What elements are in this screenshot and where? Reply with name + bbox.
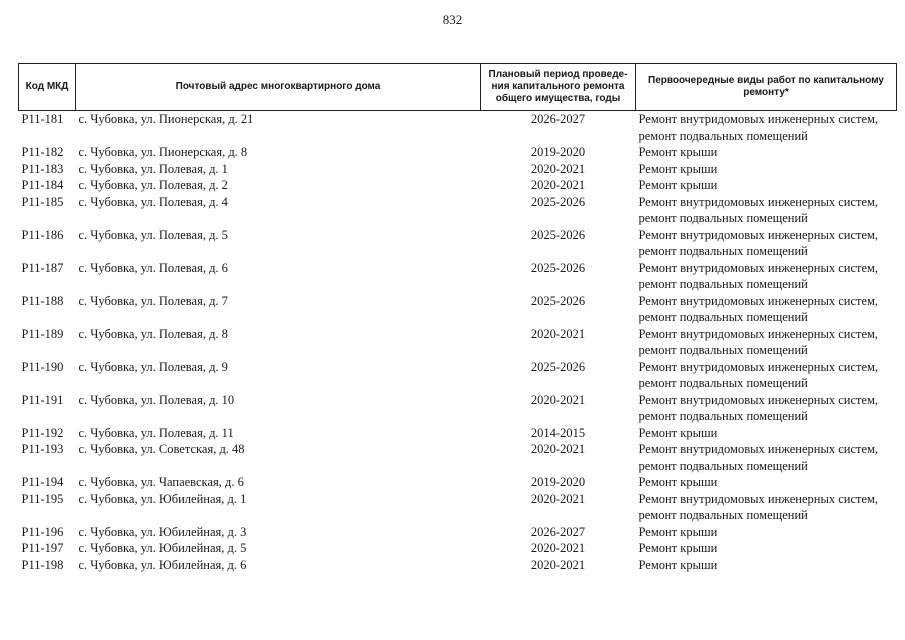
cell-period: 2025-2026 [530, 227, 586, 242]
cell-address: с. Чубовка, ул. Пионерская, д. 8 [78, 145, 248, 159]
table-row [19, 111, 897, 145]
cell-works [636, 474, 897, 491]
building-repair-table [18, 63, 897, 573]
cell-works [636, 425, 897, 442]
cell-works [636, 144, 897, 161]
cell-address: с. Чубовка, ул. Полевая, д. 4 [78, 194, 228, 209]
table-row [19, 326, 897, 359]
works-line: Ремонт крыши [638, 161, 718, 176]
column-header-period: Плановый период проведе-ния капитального ремонта общего имущества, годы [481, 64, 636, 111]
cell-works [636, 293, 897, 326]
cell-address: с. Чубовка, ул. Полевая, д. 1 [78, 161, 228, 176]
table-row [19, 194, 897, 227]
table-row [19, 260, 897, 293]
table-row [19, 227, 897, 260]
cell-code: Р11-194 [21, 475, 64, 489]
cell-works [636, 260, 897, 293]
works-line: ремонт подвальных помещений [638, 128, 808, 143]
table-row [19, 557, 897, 574]
cell-code: Р11-184 [21, 178, 64, 192]
cell-address: с. Чубовка, ул. Полевая, д. 9 [78, 359, 228, 374]
table-row [19, 491, 897, 524]
column-header-address: Почтовый адрес многоквартирного дома [76, 64, 481, 111]
table-row [19, 359, 897, 392]
cell-code: Р11-182 [21, 145, 64, 159]
cell-code: Р11-196 [21, 524, 64, 539]
cell-works [636, 491, 897, 524]
cell-works [636, 227, 897, 260]
cell-period: 2026-2027 [530, 524, 586, 539]
table-row [19, 441, 897, 474]
works-line: ремонт подвальных помещений [638, 343, 808, 357]
works-line: Ремонт крыши [638, 524, 718, 539]
cell-works [636, 111, 897, 145]
cell-address: с. Чубовка, ул. Полевая, д. 11 [78, 425, 234, 440]
cell-code: Р11-185 [21, 194, 64, 209]
cell-address: с. Чубовка, ул. Юбилейная, д. 1 [78, 491, 247, 506]
table-row [19, 144, 897, 161]
cell-works [636, 441, 897, 474]
cell-period: 2020-2021 [530, 541, 586, 555]
works-line: Ремонт внутридомовых инженерных систем, [638, 359, 879, 374]
cell-code: Р11-193 [21, 442, 64, 456]
cell-code: Р11-186 [21, 227, 64, 242]
cell-code: Р11-181 [21, 112, 64, 126]
works-line: ремонт подвальных помещений [638, 244, 808, 258]
cell-code: Р11-195 [21, 491, 64, 506]
works-line: ремонт подвальных помещений [638, 310, 808, 324]
cell-address: с. Чубовка, ул. Юбилейная, д. 3 [78, 524, 247, 539]
table-row [19, 425, 897, 442]
cell-period: 2020-2021 [530, 392, 586, 407]
table-row [19, 540, 897, 557]
cell-code: Р11-183 [21, 161, 64, 176]
works-line: Ремонт внутридомовых инженерных систем, [638, 227, 879, 242]
works-line: Ремонт внутридомовых инженерных систем, [638, 442, 879, 456]
works-line: Ремонт внутридомовых инженерных систем, [638, 112, 879, 126]
cell-works [636, 557, 897, 574]
works-line: ремонт подвальных помещений [638, 211, 808, 225]
cell-period: 2025-2026 [530, 359, 586, 374]
cell-period: 2026-2027 [530, 112, 586, 126]
works-line: Ремонт внутридомовых инженерных систем, [638, 260, 879, 275]
cell-code: Р11-189 [21, 326, 64, 341]
works-line: Ремонт внутридомовых инженерных систем, [638, 293, 879, 308]
works-line: Ремонт внутридомовых инженерных систем, [638, 194, 879, 209]
cell-works [636, 161, 897, 178]
cell-address: с. Чубовка, ул. Пионерская, д. 21 [78, 112, 254, 126]
cell-period: 2019-2020 [530, 145, 586, 159]
works-line: Ремонт крыши [638, 475, 718, 489]
cell-address: с. Чубовка, ул. Чапаевская, д. 6 [78, 475, 244, 489]
column-header-works: Первоочередные виды работ по капитальному ремонту* [636, 64, 897, 111]
works-line: Ремонт крыши [638, 557, 718, 572]
table-row [19, 293, 897, 326]
cell-code: Р11-187 [21, 260, 64, 275]
cell-works [636, 392, 897, 425]
cell-period: 2014-2015 [530, 425, 586, 440]
cell-code: Р11-190 [21, 359, 64, 374]
cell-works [636, 524, 897, 541]
cell-code: Р11-198 [21, 557, 64, 572]
table-row [19, 392, 897, 425]
table-body [19, 111, 897, 574]
cell-code: Р11-191 [21, 392, 64, 407]
cell-period: 2025-2026 [530, 293, 586, 308]
cell-works [636, 194, 897, 227]
works-line: ремонт подвальных помещений [638, 409, 808, 423]
cell-address: с. Чубовка, ул. Полевая, д. 5 [78, 227, 228, 242]
cell-code: Р11-188 [21, 293, 64, 308]
cell-works [636, 326, 897, 359]
cell-works [636, 540, 897, 557]
works-line: ремонт подвальных помещений [638, 508, 808, 522]
cell-period: 2020-2021 [530, 442, 586, 456]
page-number: 832 [442, 12, 463, 27]
cell-address: с. Чубовка, ул. Полевая, д. 7 [78, 293, 228, 308]
works-line: Ремонт внутридомовых инженерных систем, [638, 491, 879, 506]
table-row [19, 474, 897, 491]
works-line: Ремонт внутридомовых инженерных систем, [638, 326, 879, 341]
cell-code: Р11-197 [21, 541, 64, 555]
cell-period: 2020-2021 [530, 491, 586, 506]
table-header [19, 64, 897, 111]
cell-address: с. Чубовка, ул. Юбилейная, д. 5 [78, 541, 247, 555]
works-line: ремонт подвальных помещений [638, 376, 808, 390]
cell-address: с. Чубовка, ул. Юбилейная, д. 6 [78, 557, 247, 572]
works-line: Ремонт крыши [638, 425, 718, 440]
works-line: Ремонт крыши [638, 541, 718, 555]
cell-period: 2025-2026 [530, 260, 586, 275]
works-line: Ремонт крыши [638, 178, 718, 192]
cell-address: с. Чубовка, ул. Полевая, д. 2 [78, 178, 228, 192]
works-line: Ремонт внутридомовых инженерных систем, [638, 392, 879, 407]
cell-period: 2020-2021 [530, 178, 586, 192]
cell-works [636, 359, 897, 392]
works-line: ремонт подвальных помещений [638, 458, 808, 473]
cell-address: с. Чубовка, ул. Полевая, д. 10 [78, 392, 235, 407]
cell-period: 2025-2026 [530, 194, 586, 209]
table-row [19, 177, 897, 194]
cell-period: 2020-2021 [530, 326, 586, 341]
cell-code: Р11-192 [21, 425, 64, 440]
cell-address: с. Чубовка, ул. Полевая, д. 8 [78, 326, 228, 341]
works-line: Ремонт крыши [638, 145, 718, 159]
works-line: ремонт подвальных помещений [638, 277, 808, 291]
cell-period: 2019-2020 [530, 475, 586, 489]
cell-period: 2020-2021 [530, 161, 586, 176]
column-header-code: Код МКД [19, 64, 76, 111]
cell-address: с. Чубовка, ул. Советская, д. 48 [78, 442, 245, 456]
cell-period: 2020-2021 [530, 557, 586, 572]
cell-works [636, 177, 897, 194]
table-row [19, 524, 897, 541]
cell-address: с. Чубовка, ул. Полевая, д. 6 [78, 260, 228, 275]
table-row [19, 161, 897, 178]
